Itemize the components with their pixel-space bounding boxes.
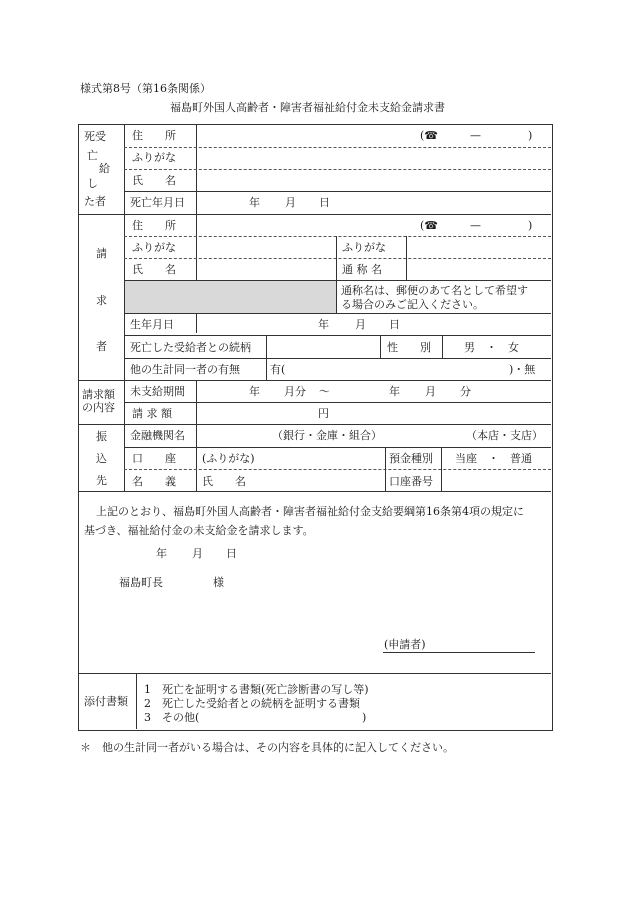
column-divider <box>266 335 267 380</box>
transfer-side-label: 振 <box>96 430 107 443</box>
death-date-label: 死亡年月日 <box>130 196 185 209</box>
attachment-item: 3 その他( <box>144 711 200 724</box>
common-name-label: 通 称 名 <box>342 263 382 276</box>
column-divider <box>136 673 137 729</box>
row-divider <box>124 236 551 237</box>
household-none: )・無 <box>509 363 536 376</box>
row-divider <box>124 469 551 470</box>
phone-icon-open: (☎ <box>420 219 438 232</box>
attachments-label: 添付書類 <box>84 695 128 708</box>
mayor-honorific: 様 <box>213 576 224 589</box>
deceased-side-label: 給 <box>99 162 110 175</box>
form-title: 福島町外国人高齢者・障害者福祉給付金未支給金請求書 <box>170 101 445 114</box>
row-divider <box>124 447 551 448</box>
transfer-side-label: 込 <box>96 452 107 465</box>
phone-close: ) <box>528 129 533 142</box>
transfer-side-label: 先 <box>96 474 107 487</box>
claimant-name-label: 氏 名 <box>132 263 176 276</box>
claimant-side-label: 求 <box>96 294 107 307</box>
shaded-cell <box>125 281 336 313</box>
section-divider <box>78 424 551 425</box>
section-divider <box>78 491 551 492</box>
deposit-types: 当座 ・ 普通 <box>455 452 532 465</box>
attachment-item: 1 死亡を証明する書類(死亡診断書の写し等) <box>144 683 369 696</box>
column-divider <box>196 214 197 280</box>
deceased-side-label: た者 <box>84 195 106 208</box>
household-has: 有( <box>270 363 286 376</box>
form-number: 様式第8号（第16条関係） <box>80 82 211 95</box>
applicant-signature-line <box>383 652 535 653</box>
row-divider <box>124 402 551 403</box>
attachment-item: 2 死亡した受給者との続柄を証明する書類 <box>144 697 360 710</box>
death-day: 日 <box>319 196 330 209</box>
column-divider <box>380 335 381 358</box>
row-divider <box>124 169 551 170</box>
period-month-from: 月分 <box>284 385 306 398</box>
bank-name-label: 金融機関名 <box>130 429 185 442</box>
common-name-furigana-label: ふりがな <box>342 241 386 254</box>
common-name-note: る場合のみご記入ください。 <box>341 298 484 311</box>
yen-unit: 円 <box>318 407 329 420</box>
phone-icon-open: (☎ <box>420 129 438 142</box>
row-divider <box>124 313 551 314</box>
column-divider <box>441 447 442 491</box>
unpaid-period-label: 未支給期間 <box>130 385 185 398</box>
claim-amount-label: 請 求 額 <box>132 407 172 420</box>
birth-month: 月 <box>355 318 366 331</box>
common-name-note: 通称名は、郵便のあて名として希望す <box>341 284 528 297</box>
death-month: 月 <box>285 196 296 209</box>
declaration-day: 日 <box>226 547 237 560</box>
row-divider <box>124 258 551 259</box>
footnote: ＊ 他の生計同一者がいる場合は、その内容を具体的に記入してください。 <box>80 741 454 754</box>
account-number-label: 口座番号 <box>389 475 433 488</box>
claim-side-label: の内容 <box>82 401 115 414</box>
row-divider <box>124 191 551 192</box>
column-divider <box>406 236 407 280</box>
column-divider <box>336 236 337 313</box>
row-divider <box>124 358 551 359</box>
section-divider <box>78 214 551 215</box>
deceased-address-label: 住 所 <box>132 129 176 142</box>
period-month-2: 月 <box>425 385 436 398</box>
period-year: 年 <box>249 385 260 398</box>
declaration-text: 上記のとおり、福島町外国人高齢者・障害者福祉給付金支給要綱第16条第4項の規定に <box>96 505 524 518</box>
claimant-address-label: 住 所 <box>132 219 176 232</box>
column-divider <box>196 313 197 333</box>
phone-close: ) <box>528 219 533 232</box>
branch-types: （本店・支店） <box>466 429 543 442</box>
birth-day: 日 <box>389 318 400 331</box>
section-divider <box>78 380 551 381</box>
attachment-item-close: ) <box>362 711 367 724</box>
birth-year: 年 <box>318 318 329 331</box>
applicant-label: (申請者) <box>384 638 426 651</box>
row-divider <box>124 335 551 336</box>
holder-label: 名 義 <box>132 475 176 488</box>
mayor-title: 福島町長 <box>119 576 163 589</box>
holder-name-label: 氏 名 <box>202 475 246 488</box>
bank-types: （銀行・金庫・組合） <box>272 429 382 442</box>
section-divider <box>78 673 551 674</box>
claim-side-label: 請求額 <box>82 388 115 401</box>
account-furigana: (ふりがな) <box>202 452 255 465</box>
sex-options: 男 ・ 女 <box>464 341 519 354</box>
claimant-side-label: 請 <box>96 247 107 260</box>
household-label: 他の生計同一者の有無 <box>130 363 240 376</box>
deposit-type-label: 預金種別 <box>389 452 433 465</box>
period-year-2: 年 <box>389 385 400 398</box>
declaration-month: 月 <box>192 547 203 560</box>
deceased-side-label: し <box>87 177 98 190</box>
column-divider <box>442 335 443 358</box>
phone-dash: — <box>470 129 481 142</box>
deceased-furigana-label: ふりがな <box>132 151 176 164</box>
claimant-furigana-label: ふりがな <box>132 241 176 254</box>
row-divider <box>124 147 551 148</box>
deceased-name-label: 氏 名 <box>132 174 176 187</box>
declaration-year: 年 <box>156 547 167 560</box>
period-month-to: 分 <box>460 385 471 398</box>
column-divider <box>385 447 386 491</box>
birth-date-label: 生年月日 <box>130 318 174 331</box>
deceased-side-label: 死受 <box>84 130 106 143</box>
death-year: 年 <box>249 196 260 209</box>
column-divider <box>196 380 197 491</box>
deceased-side-label: 亡 <box>87 149 98 162</box>
period-tilde: ～ <box>319 385 330 398</box>
declaration-text: 基づき、福祉給付金の未支給金を請求します。 <box>84 524 314 537</box>
claimant-side-label: 者 <box>96 340 107 353</box>
phone-dash: — <box>470 219 481 232</box>
account-label: 口 座 <box>132 452 176 465</box>
form-border <box>78 124 553 731</box>
relation-label: 死亡した受給者との続柄 <box>130 341 251 354</box>
sex-label: 性 別 <box>387 341 431 354</box>
